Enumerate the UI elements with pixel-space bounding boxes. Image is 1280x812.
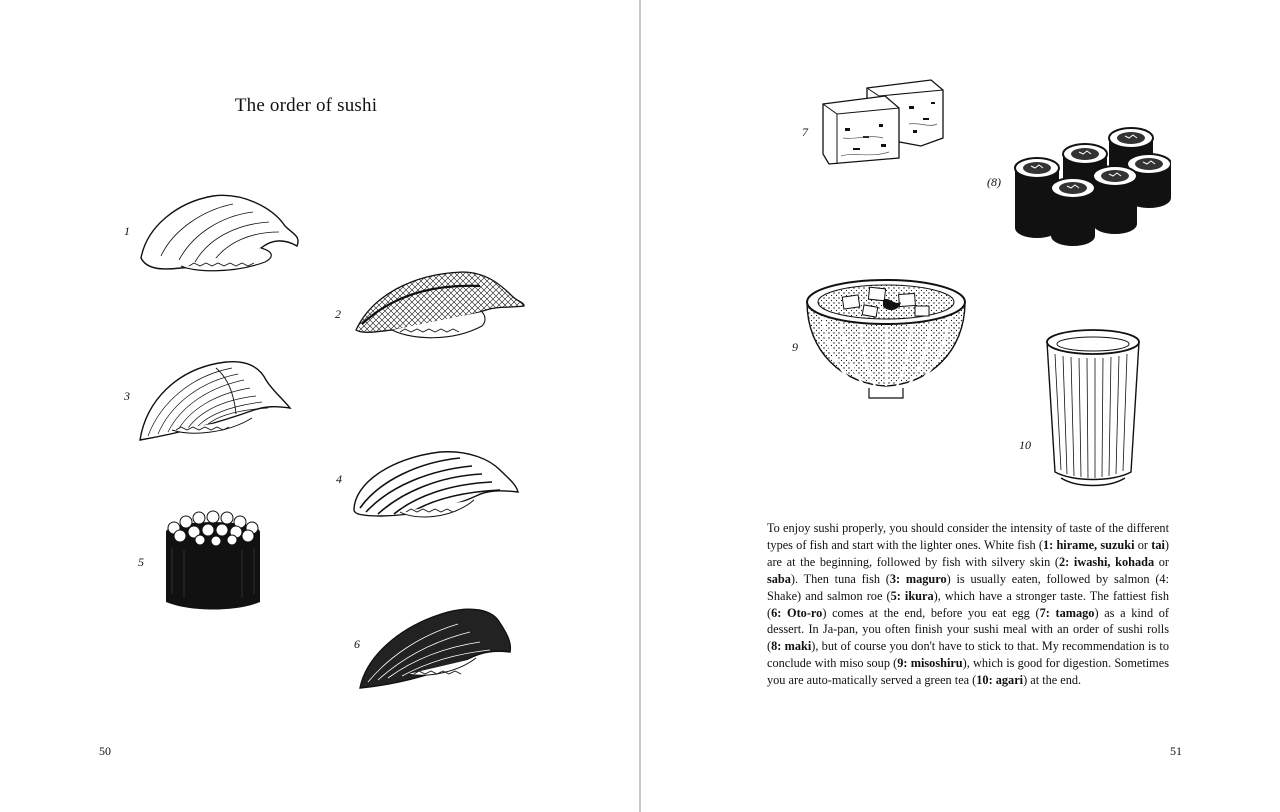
label-10: 10	[1019, 438, 1031, 452]
nigiri-otoro-illustration	[358, 602, 514, 694]
body-text-bold-run: saba	[767, 571, 791, 586]
green-tea-cup-illustration	[1043, 326, 1143, 488]
nigiri-tuna-illustration	[136, 358, 296, 446]
body-text-run: or	[1154, 554, 1169, 569]
page-number-right: 51	[1170, 744, 1182, 758]
gunkan-salmon-roe-illustration	[160, 508, 266, 614]
page-title: The order of sushi	[234, 95, 378, 116]
label-4: 4	[336, 472, 342, 486]
maki-rolls-illustration	[1011, 124, 1171, 250]
body-text-run: ), which is good for digestion. Sometimes you are auto-matically served a green tea (	[767, 656, 1169, 688]
body-text-bold-run: 1: hirame, suzuki	[1043, 537, 1135, 552]
label-1: 1	[124, 224, 130, 238]
body-text-bold-run: 10: agari	[976, 673, 1024, 688]
body-text-run: ) is usually eaten, followed by salmon (4: Shake) and salmon roe (	[767, 571, 1169, 603]
left-page	[0, 0, 639, 812]
label-9: 9	[792, 340, 798, 354]
label-5: 5	[138, 555, 144, 569]
body-text-bold-run: 7: tamago	[1039, 605, 1095, 620]
nigiri-salmon-illustration	[350, 444, 522, 522]
body-text-bold-run: 5: ikura	[890, 588, 934, 603]
body-text-bold-run: 6: Oto-ro	[771, 605, 823, 620]
body-text-run: ) at the end.	[1023, 673, 1082, 688]
body-text-run: or	[1134, 537, 1152, 552]
body-text-run: ) are at the beginning, followed by fish with silvery skin (	[767, 537, 1169, 569]
body-text-bold-run: 2: iwashi, kohada	[1059, 554, 1155, 569]
miso-soup-bowl-illustration	[803, 262, 969, 402]
body-text-run: ). Then tuna fish (	[790, 571, 890, 586]
label-2: 2	[335, 307, 341, 321]
nigiri-silver-fish-illustration	[352, 266, 527, 348]
label-8: (8)	[987, 175, 1001, 189]
body-text-run: ), which have a stronger taste. The fattiest fish (	[767, 588, 1169, 620]
tamago-illustration	[819, 78, 947, 168]
nigiri-white-fish-illustration	[133, 188, 303, 283]
body-text-bold-run: 3: maguro	[889, 571, 947, 586]
body-text-run: To enjoy sushi properly, you should consider the intensity of taste of the different types of fish and start with the lighter ones. White fish (	[767, 521, 1169, 552]
label-7: 7	[802, 125, 808, 139]
body-text-run: ), but of course you don't have to stick to that. My recommendation is to conclude with miso soup (	[767, 639, 1169, 671]
body-text-bold-run: 9: misoshiru	[897, 656, 963, 671]
body-text-bold-run: tai	[1151, 537, 1165, 552]
body-text-run: ) comes at the end, before you eat egg (	[822, 605, 1040, 620]
page-number-left: 50	[99, 744, 111, 758]
body-text-bold-run: 8: maki	[771, 639, 812, 654]
label-3: 3	[124, 389, 130, 403]
body-text	[767, 520, 1169, 689]
body-text-run: ) as a kind of dessert. In Ja-pan, you often finish your sushi meal with an order of sushi rolls (	[767, 605, 1170, 654]
label-6: 6	[354, 637, 360, 651]
right-page	[641, 0, 1280, 812]
